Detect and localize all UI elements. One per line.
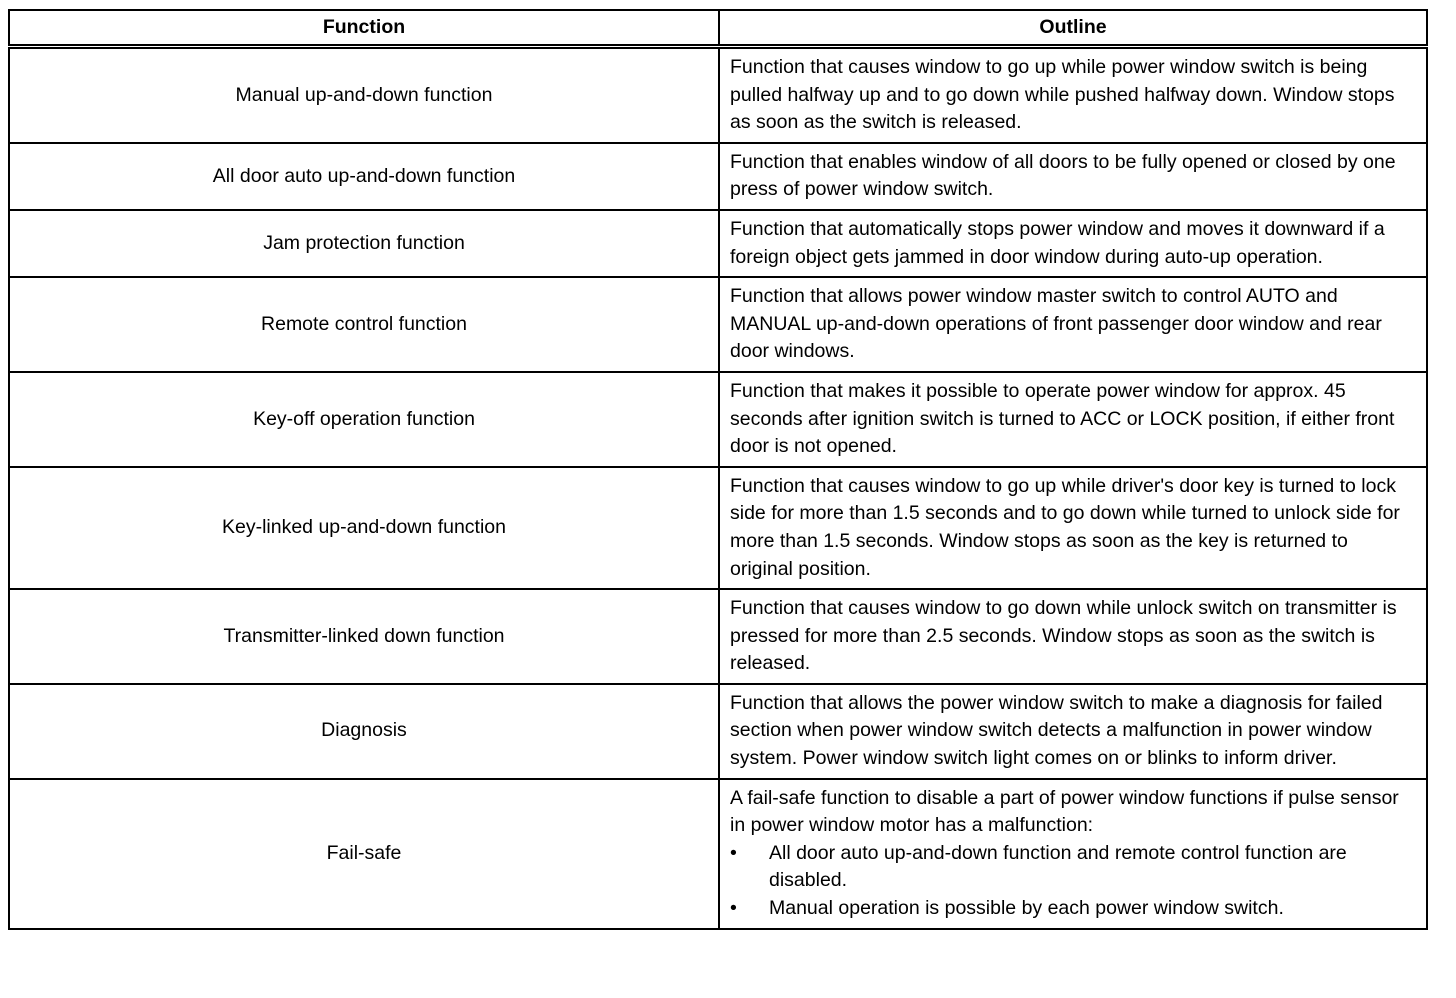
table-row — [9, 143, 1427, 210]
table-row — [9, 467, 1427, 589]
outline-cell: Function that causes window to go up while power window switch is being pulled halfway up and to go down while pushed halfway down. Window stops as soon as the switch is released. — [719, 47, 1427, 143]
bullet-text: Manual operation is possible by each power window switch. — [769, 897, 1284, 920]
outline-cell: Function that causes window to go up while driver's door key is turned to lock side for more than 1.5 seconds and to go down while turned to unlock side for more than 1.5 seconds. Window stops as soon as the key is returned to original position. — [719, 467, 1427, 589]
function-cell: Diagnosis — [9, 684, 719, 779]
function-cell: Manual up-and-down function — [9, 47, 719, 143]
outline-cell — [719, 779, 1427, 929]
bullet-text: All door auto up-and-down function and remote control function are disabled. — [769, 841, 1347, 892]
function-cell: Jam protection function — [9, 210, 719, 277]
function-cell: Fail-safe — [9, 779, 719, 929]
outline-cell: Function that automatically stops power window and moves it downward if a foreign object gets jammed in door window during auto-up operation. — [719, 210, 1427, 277]
table-row — [9, 779, 1427, 929]
outline-cell: Function that allows the power window switch to make a diagnosis for failed section when power window switch detects a malfunction in power window system. Power window switch light comes on or blinks to inform driver. — [719, 684, 1427, 779]
outline-cell: Function that enables window of all doors to be fully opened or closed by one press of power window switch. — [719, 143, 1427, 210]
table-header-row — [9, 10, 1427, 47]
outline-intro-text: A fail-safe function to disable a part of power window functions if pulse sensor in power window motor has a malfunction: — [730, 786, 1399, 837]
function-cell: All door auto up-and-down function — [9, 143, 719, 210]
function-cell: Key-off operation function — [9, 372, 719, 467]
function-cell: Remote control function — [9, 277, 719, 372]
table-row — [9, 684, 1427, 779]
bullet-marker: • — [730, 841, 737, 864]
bullet-item — [730, 895, 1416, 923]
table-row — [9, 277, 1427, 372]
table-row — [9, 372, 1427, 467]
table-row — [9, 47, 1427, 143]
function-cell: Key-linked up-and-down function — [9, 467, 719, 589]
bullet-marker: • — [730, 897, 737, 920]
function-outline-table — [8, 9, 1428, 930]
table-row — [9, 210, 1427, 277]
bullet-item — [730, 840, 1416, 895]
function-cell: Transmitter-linked down function — [9, 589, 719, 684]
table-row — [9, 589, 1427, 684]
outline-cell: Function that makes it possible to operate power window for approx. 45 seconds after ignition switch is turned to ACC or LOCK position, if either front door is not opened. — [719, 372, 1427, 467]
outline-cell: Function that allows power window master switch to control AUTO and MANUAL up-and-down operations of front passenger door window and rear door windows. — [719, 277, 1427, 372]
function-column-header: Function — [9, 10, 719, 47]
outline-column-header: Outline — [719, 10, 1427, 47]
outline-cell: Function that causes window to go down while unlock switch on transmitter is pressed for more than 2.5 seconds. Window stops as soon as the switch is released. — [719, 589, 1427, 684]
